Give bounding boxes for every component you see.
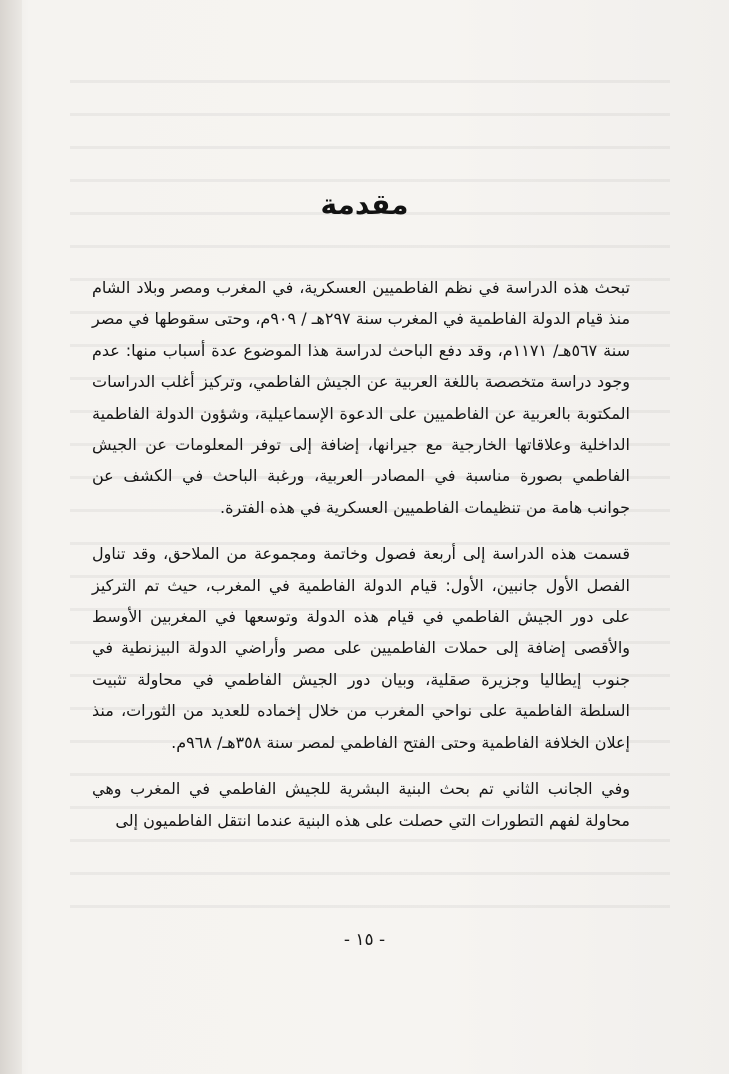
- paragraph-2: قسمت هذه الدراسة إلى أربعة فصول وخاتمة ومجموعة من الملاحق، وقد تناول الفصل الأول جانبين، الأول: قيام الدولة الفاطمية في المغرب، حيث تم التركيز على دور الجيش الفاطمي في قيام هذه الدولة وتوسعها في المغربين الأوسط والأقصى إضافة إلى حملات الفاطميين على مصر وأراضي الدولة البيزنطية في جنوب إيطاليا وجزيرة صقلية، وبيان دور الجيش الفاطمي في محاولة تثبيت السلطة الفاطمية على نواحي المغرب من خلال إخماده للعديد من الثورات، منذ إعلان الخلافة الفاطمية وحتى الفتح الفاطمي لمصر سنة ٣٥٨هـ/ ٩٦٨م.: [92, 544, 630, 752]
- body-text: [92, 272, 630, 836]
- paragraph-3: وفي الجانب الثاني تم بحث البنية البشرية للجيش الفاطمي في المغرب وهي محاولة لفهم التطورات التي حصلت على هذه البنية عندما انتقل الفاطميون إلى: [92, 779, 630, 830]
- page-number: - ١٥ -: [343, 930, 386, 950]
- paragraph-1: تبحث هذه الدراسة في نظم الفاطميين العسكرية، في المغرب ومصر وبلاد الشام منذ قيام الدولة الفاطمية في المغرب سنة ٢٩٧هـ / ٩٠٩م، وحتى سقوطها في مصر سنة ٥٦٧هـ/ ١١٧١م، وقد دفع الباحث لدراسة هذا الموضوع عدة أسباب منها: عدم وجود دراسة متخصصة باللغة العربية عن الجيش الفاطمي، وتركيز أغلب الدراسات المكتوبة بالعربية عن الفاطميين على الدعوة الإسماعيلية، وشؤون الدولة الفاطمية الداخلية وعلاقاتها الخارجية مع جيرانها، إضافة إلى توفر المعلومات عن الجيش الفاطمي بصورة مناسبة في المصادر العربية، ورغبة الباحث في الكشف عن جوانب هامة من تنظيمات الفاطميين العسكرية في هذه الفترة.: [92, 278, 631, 517]
- page-heading: مقدمة: [320, 188, 409, 221]
- page-gutter-shadow: [0, 0, 22, 1074]
